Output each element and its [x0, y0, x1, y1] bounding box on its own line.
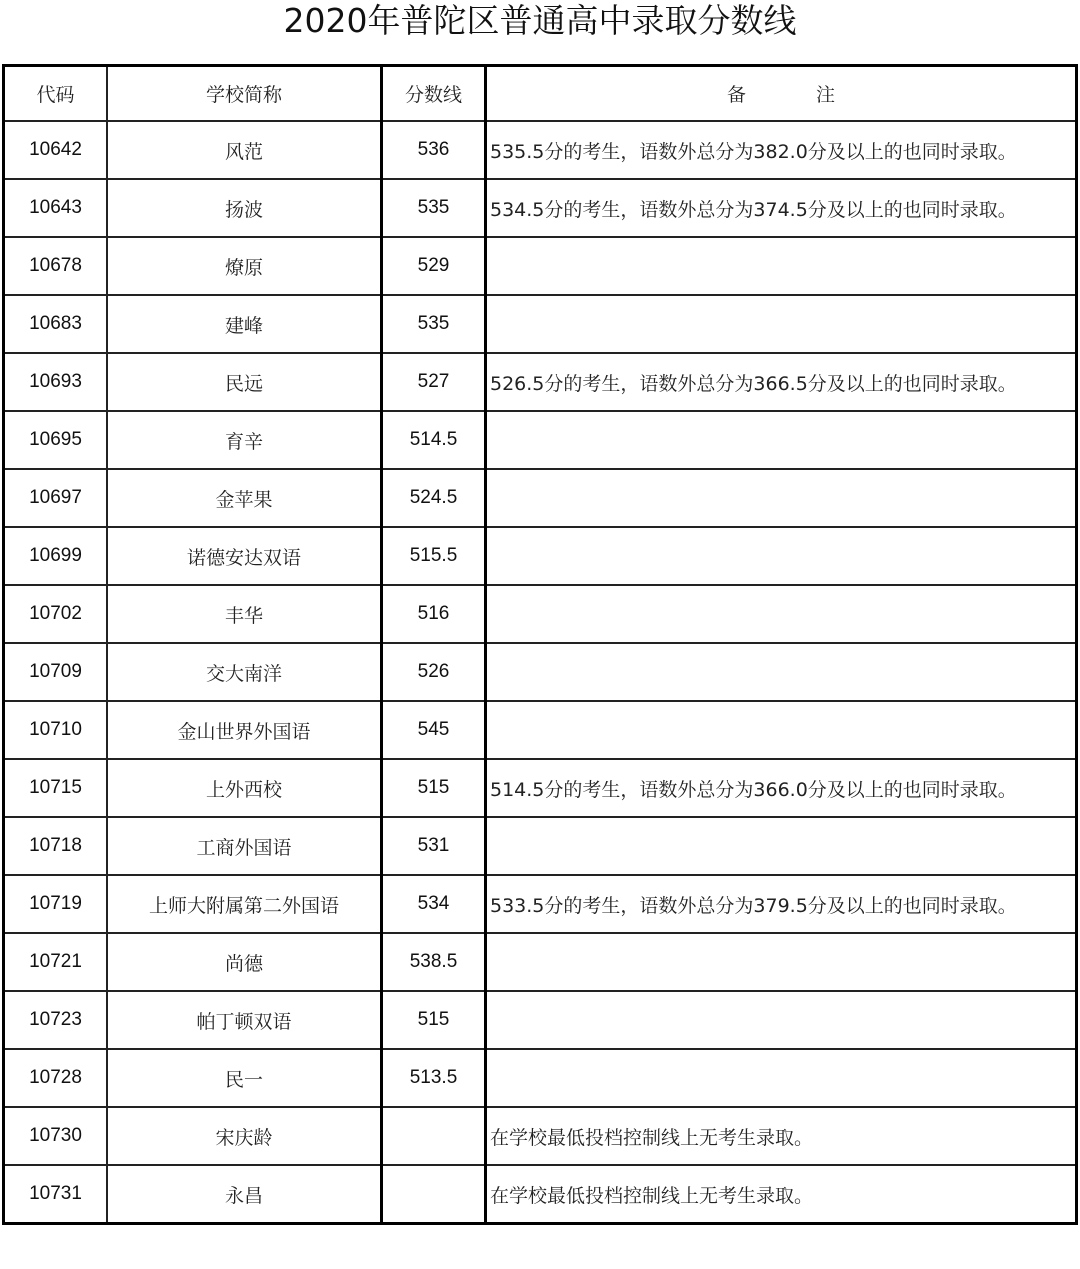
cell-note	[486, 817, 1077, 875]
cell-school: 尚德	[107, 933, 382, 991]
cell-code: 10718	[4, 817, 108, 875]
cell-note	[486, 411, 1077, 469]
cell-score: 524.5	[382, 469, 486, 527]
cell-score: 538.5	[382, 933, 486, 991]
cell-score: 515	[382, 759, 486, 817]
cell-note: 在学校最低投档控制线上无考生录取。	[486, 1107, 1077, 1165]
cell-code: 10719	[4, 875, 108, 933]
table-header-row	[4, 66, 1077, 122]
table-row	[4, 1107, 1077, 1165]
table-row	[4, 991, 1077, 1049]
table-row	[4, 817, 1077, 875]
cell-note	[486, 527, 1077, 585]
table-row	[4, 585, 1077, 643]
page-title: 2020年普陀区普通高中录取分数线	[283, 1, 797, 40]
cell-note	[486, 1049, 1077, 1107]
header-note-part1: 备	[726, 84, 746, 106]
cell-code: 10693	[4, 353, 108, 411]
cell-score: 527	[382, 353, 486, 411]
header-score: 分数线	[382, 66, 486, 122]
cell-school: 丰华	[107, 585, 382, 643]
cell-school: 交大南洋	[107, 643, 382, 701]
cell-score: 514.5	[382, 411, 486, 469]
cell-score: 545	[382, 701, 486, 759]
cell-school: 永昌	[107, 1165, 382, 1224]
table-row	[4, 1049, 1077, 1107]
cell-score: 515	[382, 991, 486, 1049]
cell-note: 在学校最低投档控制线上无考生录取。	[486, 1165, 1077, 1224]
cell-school: 民一	[107, 1049, 382, 1107]
cell-code: 10683	[4, 295, 108, 353]
cell-note	[486, 933, 1077, 991]
table-row	[4, 295, 1077, 353]
cell-note	[486, 991, 1077, 1049]
cell-code: 10678	[4, 237, 108, 295]
table-row	[4, 1165, 1077, 1224]
cell-code: 10723	[4, 991, 108, 1049]
cell-score: 516	[382, 585, 486, 643]
cell-school: 燎原	[107, 237, 382, 295]
cell-code: 10642	[4, 121, 108, 179]
cell-note: 534.5分的考生，语数外总分为374.5分及以上的也同时录取。	[486, 179, 1077, 237]
table-row	[4, 759, 1077, 817]
cell-code: 10643	[4, 179, 108, 237]
cell-score	[382, 1165, 486, 1224]
header-note-part2: 注	[816, 84, 836, 106]
table-row	[4, 353, 1077, 411]
cell-score: 534	[382, 875, 486, 933]
table-row	[4, 411, 1077, 469]
cell-school: 上师大附属第二外国语	[107, 875, 382, 933]
table-row	[4, 121, 1077, 179]
cell-note	[486, 643, 1077, 701]
cell-score: 513.5	[382, 1049, 486, 1107]
cell-note: 514.5分的考生，语数外总分为366.0分及以上的也同时录取。	[486, 759, 1077, 817]
header-note	[486, 66, 1077, 122]
cell-school: 金山世界外国语	[107, 701, 382, 759]
cell-code: 10721	[4, 933, 108, 991]
cell-school: 诺德安达双语	[107, 527, 382, 585]
cell-note	[486, 701, 1077, 759]
table-row	[4, 179, 1077, 237]
cell-code: 10715	[4, 759, 108, 817]
cell-code: 10710	[4, 701, 108, 759]
header-code: 代码	[4, 66, 108, 122]
cell-code: 10728	[4, 1049, 108, 1107]
table-row	[4, 643, 1077, 701]
cell-code: 10731	[4, 1165, 108, 1224]
cell-school: 上外西校	[107, 759, 382, 817]
cell-note: 535.5分的考生，语数外总分为382.0分及以上的也同时录取。	[486, 121, 1077, 179]
table-row	[4, 469, 1077, 527]
cell-score: 535	[382, 295, 486, 353]
cell-code: 10697	[4, 469, 108, 527]
cell-school: 帕丁顿双语	[107, 991, 382, 1049]
cell-school: 风范	[107, 121, 382, 179]
cell-code: 10695	[4, 411, 108, 469]
table-row	[4, 237, 1077, 295]
cell-note	[486, 295, 1077, 353]
cell-school: 工商外国语	[107, 817, 382, 875]
table-row	[4, 701, 1077, 759]
cell-score: 535	[382, 179, 486, 237]
table-row	[4, 933, 1077, 991]
cell-school: 建峰	[107, 295, 382, 353]
cell-score: 515.5	[382, 527, 486, 585]
cell-note	[486, 469, 1077, 527]
cell-score	[382, 1107, 486, 1165]
cell-score: 536	[382, 121, 486, 179]
cell-score: 526	[382, 643, 486, 701]
admission-score-table	[2, 64, 1078, 1225]
table-row	[4, 875, 1077, 933]
cell-code: 10702	[4, 585, 108, 643]
header-school: 学校简称	[107, 66, 382, 122]
cell-school: 宋庆龄	[107, 1107, 382, 1165]
cell-note: 526.5分的考生，语数外总分为366.5分及以上的也同时录取。	[486, 353, 1077, 411]
cell-school: 育辛	[107, 411, 382, 469]
cell-note: 533.5分的考生，语数外总分为379.5分及以上的也同时录取。	[486, 875, 1077, 933]
cell-school: 金苹果	[107, 469, 382, 527]
cell-code: 10699	[4, 527, 108, 585]
cell-code: 10709	[4, 643, 108, 701]
cell-code: 10730	[4, 1107, 108, 1165]
cell-note	[486, 585, 1077, 643]
cell-school: 扬波	[107, 179, 382, 237]
table-row	[4, 527, 1077, 585]
cell-note	[486, 237, 1077, 295]
cell-school: 民远	[107, 353, 382, 411]
cell-score: 529	[382, 237, 486, 295]
cell-score: 531	[382, 817, 486, 875]
table-body	[4, 121, 1077, 1224]
